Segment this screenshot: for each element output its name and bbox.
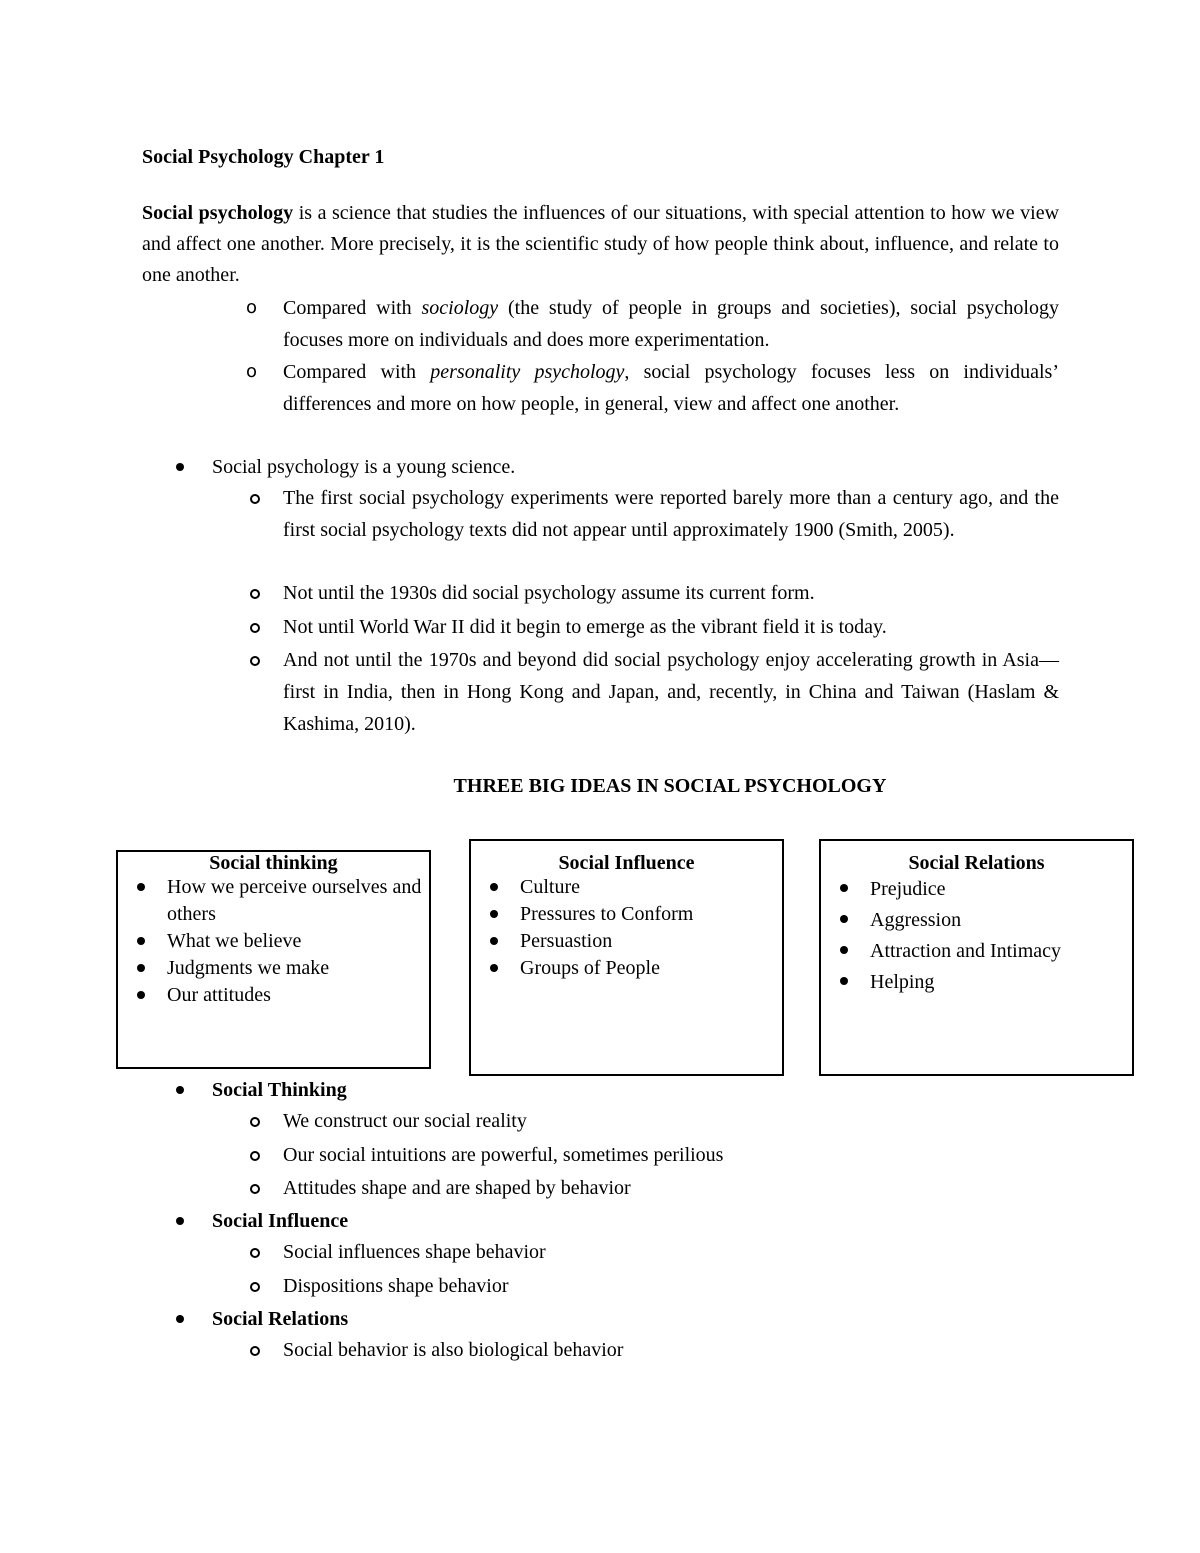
summary-item: We construct our social reality bbox=[283, 1105, 1059, 1137]
box-list bbox=[118, 874, 429, 1009]
intro-text: is a science that studies the influences of our situations, with special attention to how we view and affect one another. More precisely, it is the scientific study of how people think about, influence, and relate to one another. bbox=[142, 202, 1060, 286]
comparison-marker: o bbox=[246, 361, 258, 382]
bullet-icon bbox=[840, 884, 848, 892]
bullet-icon bbox=[840, 915, 848, 923]
summary-item: Social influences shape behavior bbox=[283, 1236, 1059, 1268]
bullet-icon bbox=[137, 937, 145, 945]
box-list-item: Helping bbox=[821, 967, 1132, 998]
circle-bullet-icon bbox=[250, 589, 260, 599]
bullet-icon bbox=[490, 883, 498, 891]
circle-bullet-icon bbox=[250, 494, 260, 504]
bullet-dot bbox=[176, 463, 184, 471]
box-title: Social Relations bbox=[908, 852, 1045, 874]
bullet-dot bbox=[176, 1086, 184, 1094]
bullet-icon bbox=[840, 946, 848, 954]
box-social-relations bbox=[819, 839, 1134, 1076]
comparison-term: sociology bbox=[421, 297, 499, 319]
box-list-item: Culture bbox=[471, 874, 782, 901]
summary-item: Attitudes shape and are shaped by behavior bbox=[283, 1172, 1059, 1204]
bullet-icon bbox=[490, 910, 498, 918]
bullet-dot bbox=[176, 1315, 184, 1323]
circle-bullet-icon bbox=[250, 1346, 260, 1356]
summary-item: Social behavior is also biological behavior bbox=[283, 1334, 1059, 1366]
big-ideas-heading: THREE BIG IDEAS IN SOCIAL PSYCHOLOGY bbox=[453, 775, 887, 797]
comparison-term: personality psychology bbox=[430, 361, 625, 383]
bullet-icon bbox=[490, 964, 498, 972]
bullet-icon bbox=[840, 977, 848, 985]
bullet-icon bbox=[137, 964, 145, 972]
bullet-icon bbox=[490, 937, 498, 945]
young-science-item: The first social psychology experiments were reported barely more than a century ago, and the first social psychology texts did not appear until approximately 1900 (Smith, 2005). bbox=[283, 482, 1059, 546]
comparison-before: Compared with bbox=[283, 361, 431, 383]
box-list-item: Attraction and Intimacy bbox=[821, 936, 1132, 967]
young-science-item: And not until the 1970s and beyond did social psychology enjoy accelerating growth in Asia—first in India, then in Hong Kong and Japan, and, recently, in China and Taiwan (Haslam & Kashima, 2010). bbox=[283, 644, 1059, 740]
summary-item: Dispositions shape behavior bbox=[283, 1270, 1059, 1302]
comparison-after: (the study of people in groups and societies), social psychology focuses more on individuals and does more experimentation. bbox=[283, 297, 1059, 351]
young-science-item: Not until World War II did it begin to emerge as the vibrant field it is today. bbox=[283, 611, 1059, 643]
summary-social-relations: Social Relations bbox=[212, 1303, 348, 1335]
box-list bbox=[821, 874, 1132, 998]
intro-term: Social psychology bbox=[142, 202, 294, 224]
circle-bullet-icon bbox=[250, 656, 260, 666]
intro-paragraph bbox=[142, 198, 1059, 291]
box-list-item: Pressures to Conform bbox=[471, 901, 782, 928]
circle-bullet-icon bbox=[250, 1151, 260, 1161]
circle-bullet-icon bbox=[250, 623, 260, 633]
comparison-item bbox=[246, 356, 1059, 420]
young-science-item: Not until the 1930s did social psychology assume its current form. bbox=[283, 577, 1059, 609]
box-list-item: What we believe bbox=[118, 928, 429, 955]
box-list-item: Judgments we make bbox=[118, 955, 429, 982]
bullet-icon bbox=[137, 991, 145, 999]
box-list bbox=[471, 874, 782, 982]
comparison-before: Compared with bbox=[283, 297, 422, 319]
summary-social-thinking: Social Thinking bbox=[212, 1074, 347, 1106]
box-list-item: Aggression bbox=[821, 905, 1132, 936]
bullet-icon bbox=[137, 883, 145, 891]
box-list-item: Persuastion bbox=[471, 928, 782, 955]
box-title: Social Influence bbox=[558, 852, 695, 874]
circle-bullet-icon bbox=[250, 1117, 260, 1127]
comparison-item bbox=[246, 292, 1059, 356]
circle-bullet-icon bbox=[250, 1282, 260, 1292]
page-title: Social Psychology Chapter 1 bbox=[142, 146, 385, 168]
box-list-item: Groups of People bbox=[471, 955, 782, 982]
bullet-dot bbox=[176, 1217, 184, 1225]
box-social-thinking bbox=[116, 850, 431, 1069]
bullet-label: Social psychology is a young science. bbox=[212, 456, 516, 478]
summary-item: Our social intuitions are powerful, sometimes perilious bbox=[283, 1139, 1059, 1171]
comparison-marker: o bbox=[246, 297, 258, 318]
circle-bullet-icon bbox=[250, 1184, 260, 1194]
circle-bullet-icon bbox=[250, 1248, 260, 1258]
comparison-after: , social psychology focuses less on individuals’ differences and more on how people, in general, view and affect one another. bbox=[283, 361, 1059, 415]
bullet-young-science bbox=[212, 451, 515, 483]
box-title: Social thinking bbox=[209, 852, 338, 874]
box-social-influence bbox=[469, 839, 784, 1076]
box-list-item: Prejudice bbox=[821, 874, 1132, 905]
box-list-item: How we perceive ourselves and others bbox=[118, 874, 429, 928]
summary-social-influence: Social Influence bbox=[212, 1205, 348, 1237]
box-list-item: Our attitudes bbox=[118, 982, 429, 1009]
